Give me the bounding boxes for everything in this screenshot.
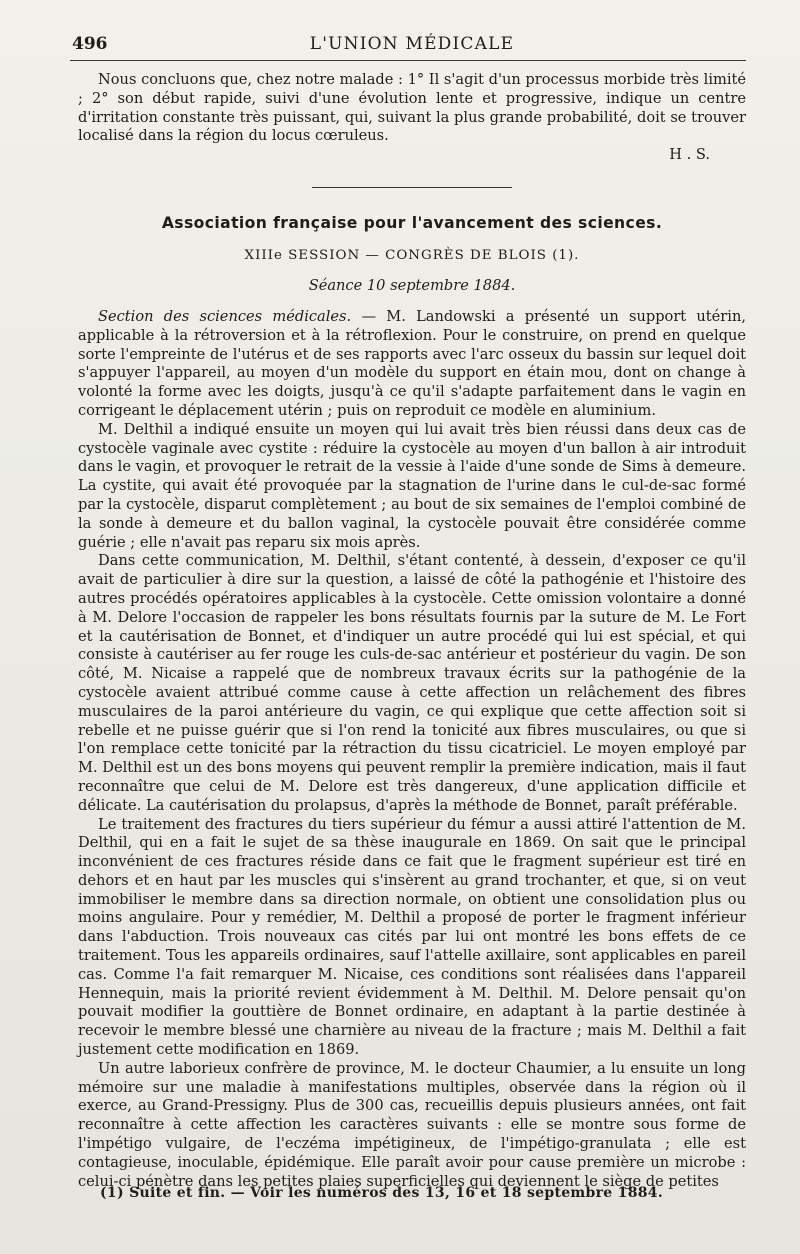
paragraph-communication: Dans cette communication, M. Delthil, s'étant contenté, à dessein, d'exposer ce qu'il avait de particulier à dire sur la question, a laissé de côté la pathogénie et l'histoire des autres procédés opératoires applicables à la cystocèle. Cette omission volontaire a donné à M. Delore l'occasion de rappeler les bons résultats fournis par la suture de M. Le Fort et la cautérisation de Bonnet, et d'indiquer un autre procédé qui lui est spécial, et qui consiste à cautériser au fer rouge les culs-de-sac antérieur et postérieur du vagin. De son côté, M. Nicaise a rappelé que de nombreux travaux écrits sur la pathogénie de la cystocèle avaient attribué comme cause à cette affection un relâchement des fibres musculaires de la paroi antérieure du vagin, ce qui explique que cette affection soit si rebelle et ne puisse guérir que si l'on rend la tonicité aux fibres musculaires, ou que si l'on remplace cette tonicité par la rétraction du tissu cicatriciel. Le moyen employé par M. Delthil est un des bons moyens qui peuvent remplir la première indication, mais il faut reconnaître que celui de M. Delore est très dangereux, d'une application difficile et délicate. La cautérisation du prolapsus, d'après la méthode de Bonnet, paraît préférable.	[78, 552, 746, 814]
page-number: 496	[72, 34, 108, 54]
conclusion-paragraph: Nous concluons que, chez notre malade : 1° Il s'agit d'un processus morbide très limité ; 2° son début rapide, suivi d'une évolution lente et progressive, indique un centre d'irritation constante très puissant, qui, suivant la plus grande probabilité, doit se trouver localisé dans la région du locus cœruleus.	[78, 71, 746, 145]
footnote: (1) Suite et fin. — Voir les numéros des 13, 16 et 18 septembre 1884.	[100, 1185, 664, 1201]
paragraph-chaumier: Un autre laborieux confrère de province, M. le docteur Chaumier, a lu ensuite un long mémoire sur une maladie à manifestations multiples, observée dans la région où il exerce, au Grand-Pressigny. Plus de 300 cas, recueillis depuis plusieurs années, ont fait reconnaître à cette affection les caractères suivants : elle se montre sous forme de l'impétigo vulgaire, de l'eczéma impétigineux, de l'impétigo-granulata ; elle est contagieuse, inoculable, épidémique. Elle paraît avoir pour cause première un microbe : celui-ci pénètre dans les petites plaies superficielles qui deviennent le siège de petites	[78, 1059, 746, 1190]
session-line: XIIIe SESSION — CONGRÈS DE BLOIS (1).	[244, 247, 580, 263]
paragraph-landowski-text: — M. Landowski a présenté un support utérin, applicable à la rétroversion et à la rétroflexion. Pour le construire, on prend en quelque sorte l'empreinte de l'utérus et de ses rapports avec l'arc osseux du bassin sur lequel doit s'appuyer l'appareil, au moyen d'un modèle du support en étain mou, dont on change à volonté la forme avec les doigts, jusqu'à ce qu'il s'adapte parfaitement dans le vagin en corrigeant le déplacement utérin ; puis on reproduit ce modèle en aluminium.	[78, 307, 746, 419]
article-title: Association française pour l'avancement des sciences.	[161, 213, 663, 232]
paragraph-delthil-cystocele: M. Delthil a indiqué ensuite un moyen qui lui avait très bien réussi dans deux cas de cystocèle vaginale avec cystite : réduire la cystocèle au moyen d'un ballon à air introduit dans le vagin, et provoquer le retrait de la vessie à l'aide d'une sonde de Sims à demeure. La cystite, qui avait été provoquée par la stagnation de l'urine dans le cul-de-sac formé par la cystocèle, disparut complètement ; au bout de six semaines de l'emploi combiné de la sonde à demeure et du ballon vaginal, la cystocèle pouvait être considérée comme guérie ; elle n'avait pas reparu six mois après.	[78, 420, 746, 551]
author-signature: H . S.	[669, 146, 710, 164]
running-title: L'UNION MÉDICALE	[309, 34, 515, 54]
section-label: Section des sciences médicales.	[98, 307, 352, 325]
page-header	[72, 30, 746, 60]
footnote-area	[100, 1184, 740, 1203]
seance-date: Séance 10 septembre 1884.	[308, 276, 516, 294]
section-separator	[312, 187, 512, 188]
paragraph-femur: Le traitement des fractures du tiers supérieur du fémur a aussi attiré l'attention de M. Delthil, qui en a fait le sujet de sa thèse inaugurale en 1869. On sait que le principal inconvénient de ces fractures réside dans ce fait que le fragment supérieur est tiré en dehors et en haut par les muscles qui s'insèrent au grand trochanter, et que, si on veut immobiliser le membre dans sa direction normale, on obtient une consolidation plus ou moins angulaire. Pour y remédier, M. Delthil a proposé de porter le fragment inférieur dans l'abduction. Trois nouveaux cas cités par lui ont montré les bons effets de ce traitement. Tous les appareils ordinaires, sauf l'attelle axillaire, sont applicables en pareil cas. Comme l'a fait remarquer M. Nicaise, ces conditions sont réalisées dans l'appareil Hennequin, mais la priorité revient évidemment à M. Delthil. M. Delore pensait qu'on pouvait modifier la gouttière de Bonnet ordinaire, en adaptant à la partie destinée à recevoir le membre blessé une charnière au niveau de la fracture ; mais M. Delthil a fait justement cette modification en 1869.	[78, 815, 746, 1059]
header-rule	[70, 60, 746, 61]
paragraph-landowski	[78, 308, 746, 421]
